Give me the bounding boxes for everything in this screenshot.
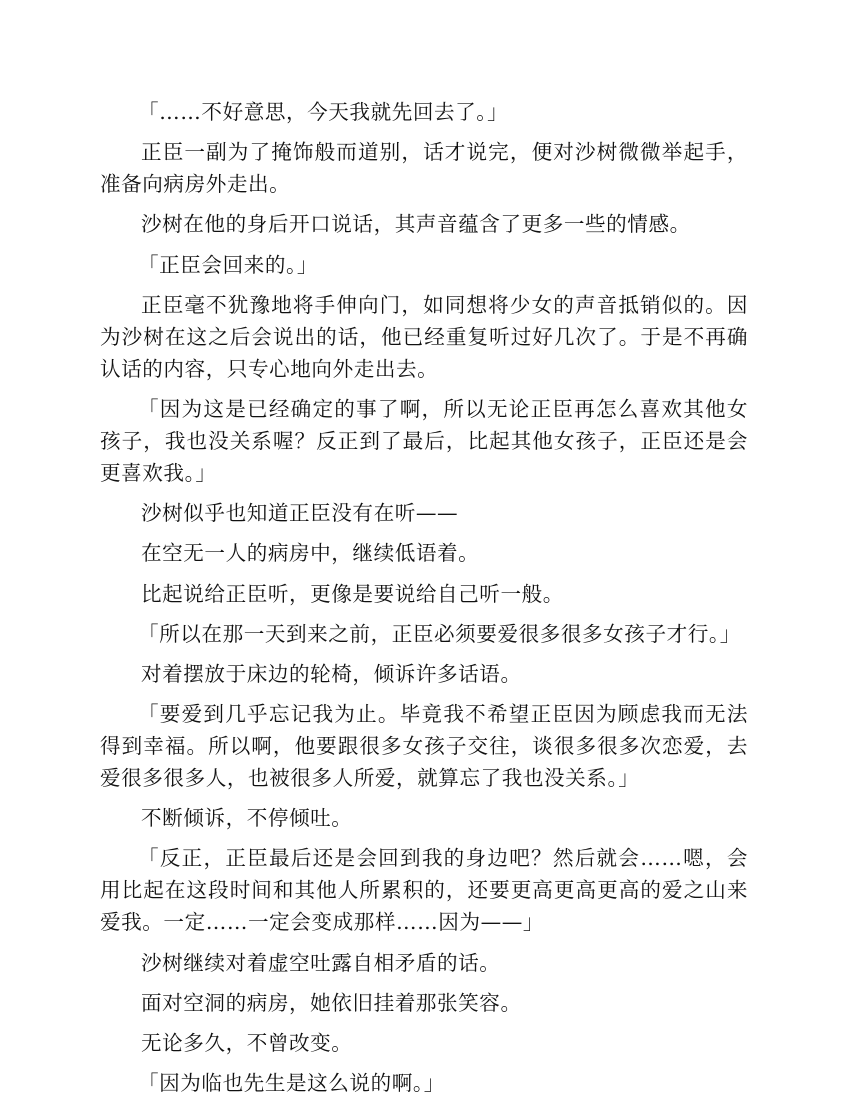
paragraph-narration: 比起说给正臣听，更像是要说给自己听一般。 [141, 581, 564, 606]
document-page [100, 96, 748, 1107]
paragraph-narration: 在空无一人的病房中，继续低语着。 [141, 541, 480, 566]
paragraph-dialog: 「正臣会回来的。」 [138, 252, 318, 277]
paragraph-dialog: 「要爱到几乎忘记我为止。毕竟我不希望正臣因为顾虑我而无法得到幸福。所以啊，他要跟很多女孩子交往，谈很多很多次恋爱，去爱很多很多人，也被很多人所爱，就算忘了我也没关系。」 [100, 702, 748, 791]
paragraph-dialog: 「因为这是已经确定的事了啊，所以无论正臣再怎么喜欢其他女孩子，我也没关系喔？反正到了最后，比起其他女孩子，正臣还是会更喜欢我。」 [100, 396, 748, 485]
paragraph-narration: 沙树似乎也知道正臣没有在听—— [141, 501, 459, 526]
paragraph-narration: 对着摆放于床边的轮椅，倾诉许多话语。 [141, 661, 522, 686]
paragraph-narration: 正臣毫不犹豫地将手伸向门，如同想将少女的声音抵销似的。因为沙树在这之后会说出的话，他已经重复听过好几次了。于是不再确认话的内容，只专心地向外走出去。 [100, 292, 748, 381]
paragraph-dialog: 「所以在那一天到来之前，正臣必须要爱很多很多女孩子才行。」 [138, 621, 741, 646]
paragraph-narration: 无论多久，不曾改变。 [141, 1031, 353, 1055]
paragraph-narration: 沙树继续对着虚空吐露自相矛盾的话。 [141, 950, 501, 975]
paragraph-narration: 沙树在他的身后开口说话，其声音蕴含了更多一些的情感。 [141, 212, 691, 237]
paragraph-narration: 不断倾诉，不停倾吐。 [141, 806, 353, 831]
paragraph-narration: 面对空洞的病房，她依旧挂着那张笑容。 [141, 990, 522, 1015]
paragraph-dialog: 「因为临也先生是这么说的啊。」 [138, 1071, 445, 1096]
paragraph-dialog: 「反正，正臣最后还是会回到我的身边吧？然后就会……嗯，会用比起在这段时间和其他人所累积的，还要更高更高更高的爱之山来爱我。一定……一定会变成那样……因为——」 [100, 846, 748, 935]
paragraph-narration: 正臣一副为了掩饰般而道别，话才说完，便对沙树微微举起手，准备向病房外走出。 [100, 140, 748, 197]
paragraph-dialog: 「……不好意思，今天我就先回去了。」 [138, 100, 509, 124]
